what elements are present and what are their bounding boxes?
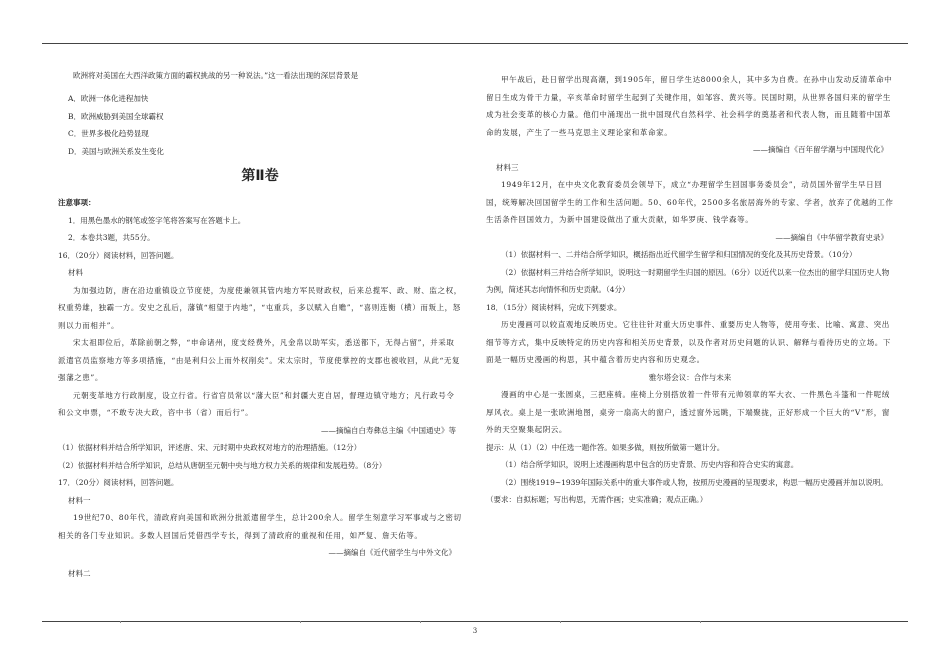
footer-tick <box>300 621 301 623</box>
footer-tick <box>420 621 421 623</box>
top-rule <box>42 43 908 44</box>
q18-question-1: （1）结合所学知识，说明上述漫画构思中包含的历史背景、历史内容和符合史实的寓意。 <box>501 460 799 469</box>
note-1: 1．用黑色墨水的钢笔或签字笔将答案写在答题卡上。 <box>68 215 246 225</box>
q16-question-2: （2）依据材料并结合所学知识，总结从唐朝至元朝中央与地方权力关系的规律和发展趋势。（8分） <box>58 460 387 470</box>
q15-options <box>58 90 462 160</box>
q17-material1-text: 19世纪70、80年代，清政府向美国和欧洲分批派遣留学生，总计200余人。留学生刻意学习军事或与之密切相关的各门专业知识。多数人回国后凭借西学专长，得到了清政府的重视和任用，如严复、詹天佑等。 <box>58 513 462 540</box>
material2-text: 甲午战后，赴日留学出现高潮，到1905年，留日学生达8000余人，其中多为自费。在孙中山发动反清革命中留日生成为骨干力量，辛亥革命时留学生起到了关键作用，如邹容、黄兴等。民国时期，从世界各国归来的留学生成为社会变革的核心力量。他们中涌现出一批中国现代自然科学、社会科学的奠基者和代表人物，而且随着中国革命的发展，产生了一些马克思主义理论家和革命家。 <box>486 75 893 137</box>
footer-tick <box>560 621 561 623</box>
note-2: 2．本卷共3题，共55分。 <box>68 233 155 242</box>
q17-material1-source: ——摘编自《近代留学生与中外文化》 <box>328 548 456 557</box>
q15-continuation: 欧洲将对美国在大西洋政策方面的霸权挑战的另一种说法。”这一看法出现的深层背景是 <box>73 71 359 80</box>
left-column <box>58 71 462 586</box>
q16-stem: 16．（20分）阅读材料，回答问题。 <box>58 250 179 260</box>
q18-question-2: （2）围绕1919~1939年国际关系中的重大事件或人物，按照历史漫画的呈现要求，构思一幅历史漫画并加以说明。（要求：自拟标题；写出构思，无需作画；史实准确；观点正确。） <box>486 477 888 504</box>
q16-material-label: 材料 <box>68 268 83 277</box>
q18-intro: 历史漫画可以较直观地反映历史。它往往针对重大历史事件、重要历史人物等，使用夸张、比喻、寓意、突出细节等方式，集中反映特定的历史内容和相关历史背景，以及作者对历史问题的认识、解释与看待历史的立场。下面是一幅历史漫画的构思，其中蕴含着历史内容和历史观念。 <box>486 320 891 364</box>
q17-stem: 17．（20分）阅读材料，回答问题。 <box>58 478 179 487</box>
material3-label: 材料三 <box>496 162 519 172</box>
material2-source: ——摘编自《百年留学潮与中国现代化》 <box>753 145 888 154</box>
material3-source: ——摘编自《中华留学教育史录》 <box>775 232 888 242</box>
footer-tick <box>120 621 121 623</box>
cartoon-description: 漫画的中心是一张圆桌，三把座椅。座椅上分别搭放着一件带有元帅领章的军大衣、一件黑色斗篷和一件呢绒厚风衣。桌上是一张欧洲地图，桌旁一扇高大的窗户，透过窗外远眺，下端聚拢，正好形成一个巨大的“V”形，窗外的天空聚集起阴云。 <box>486 390 890 434</box>
q15-option-b: B．欧洲威胁到美国全球霸权 <box>68 111 164 121</box>
right-column <box>486 71 894 509</box>
cartoon-title: 雅尔塔会议：合作与未来 <box>648 372 732 382</box>
q18-hint: 提示：从（1）（2）中任选一题作答。如果多做，则按所做第一题计分。 <box>486 442 725 452</box>
page-number: 3 <box>472 627 478 635</box>
q16-paragraph-3: 元朝变革地方行政制度，设立行省。行省官员常以“藩大臣”和封疆大吏自居，督理边镇守地方；凡行政号令和公文申票，“不敢专决大政，咨中书（省）而后行”。 <box>58 390 455 417</box>
q17-material1-label: 材料一 <box>68 495 91 505</box>
q17-question-2: （2）依据材料三并结合所学知识，说明这一时期留学生归国的原因。（6分）以近代以来一位杰出的留学归国历史人物为例，简述其志向情怀和历史贡献。（4分） <box>486 267 890 294</box>
q16-source: ——摘编自白寿彝总主编《中国通史》等 <box>321 425 456 435</box>
q18-stem: 18．（15分）阅读材料，完成下列要求。 <box>486 302 622 312</box>
q17-material2-label: 材料二 <box>68 568 91 578</box>
q16-paragraph-1: 为加强边防，唐在沿边重镇设立节度使，为度使兼领其管内地方军民财政权，后来总揽军、政、财、监之权，权重势雄，独霸一方。安史之乱后，藩镇“相望于内地”，“屯重兵，多以赋入自赡”，“喜则连衡（横）而叛上，怒则以力而相并”。 <box>58 285 462 330</box>
material3-text: 1949年12月，在中央文化教育委员会领导下，成立“办理留学生回国事务委员会”，动员国外留学生早日回国，统筹解决回国留学生的工作和生活问题。50、60年代，2500多名旅居海外的专家、学者，放弃了优越的工作生活条件回国效力，为新中国建设做出了重大贡献，如华罗庚、钱学森等。 <box>486 180 894 224</box>
q15-option-d: D．美国与欧洲关系发生变化 <box>68 146 165 156</box>
q17-question-1: （1）依据材料一、二并结合所学知识，概括指出近代留学生留学和归国情况的变化及其历史背景。（10分） <box>501 250 857 259</box>
bottom-rule <box>42 621 908 622</box>
notes-heading: 注意事项： <box>58 198 96 207</box>
footer-tick <box>700 621 701 623</box>
q15-option-c: C．世界多极化趋势显现 <box>68 129 149 138</box>
q16-paragraph-2: 宋太祖即位后，革除前朝之弊，“申命诸州，度支经费外，凡金帛以助军实，悉送都下，无得占留”，并采取派遣官员监察地方等多项措施，“由是利归公上而外权削矣”。宋太宗时，节度使掌控的支郡也被收回，从此“无复强藩之患”。 <box>58 338 461 382</box>
q16-question-1: （1）依据材料并结合所学知识，评述唐、宋、元时期中央政权对地方的治理措施。（12分） <box>58 443 362 452</box>
q15-option-a: A．欧洲一体化进程加快 <box>68 94 149 103</box>
section-title: 第Ⅱ卷 <box>241 168 279 184</box>
